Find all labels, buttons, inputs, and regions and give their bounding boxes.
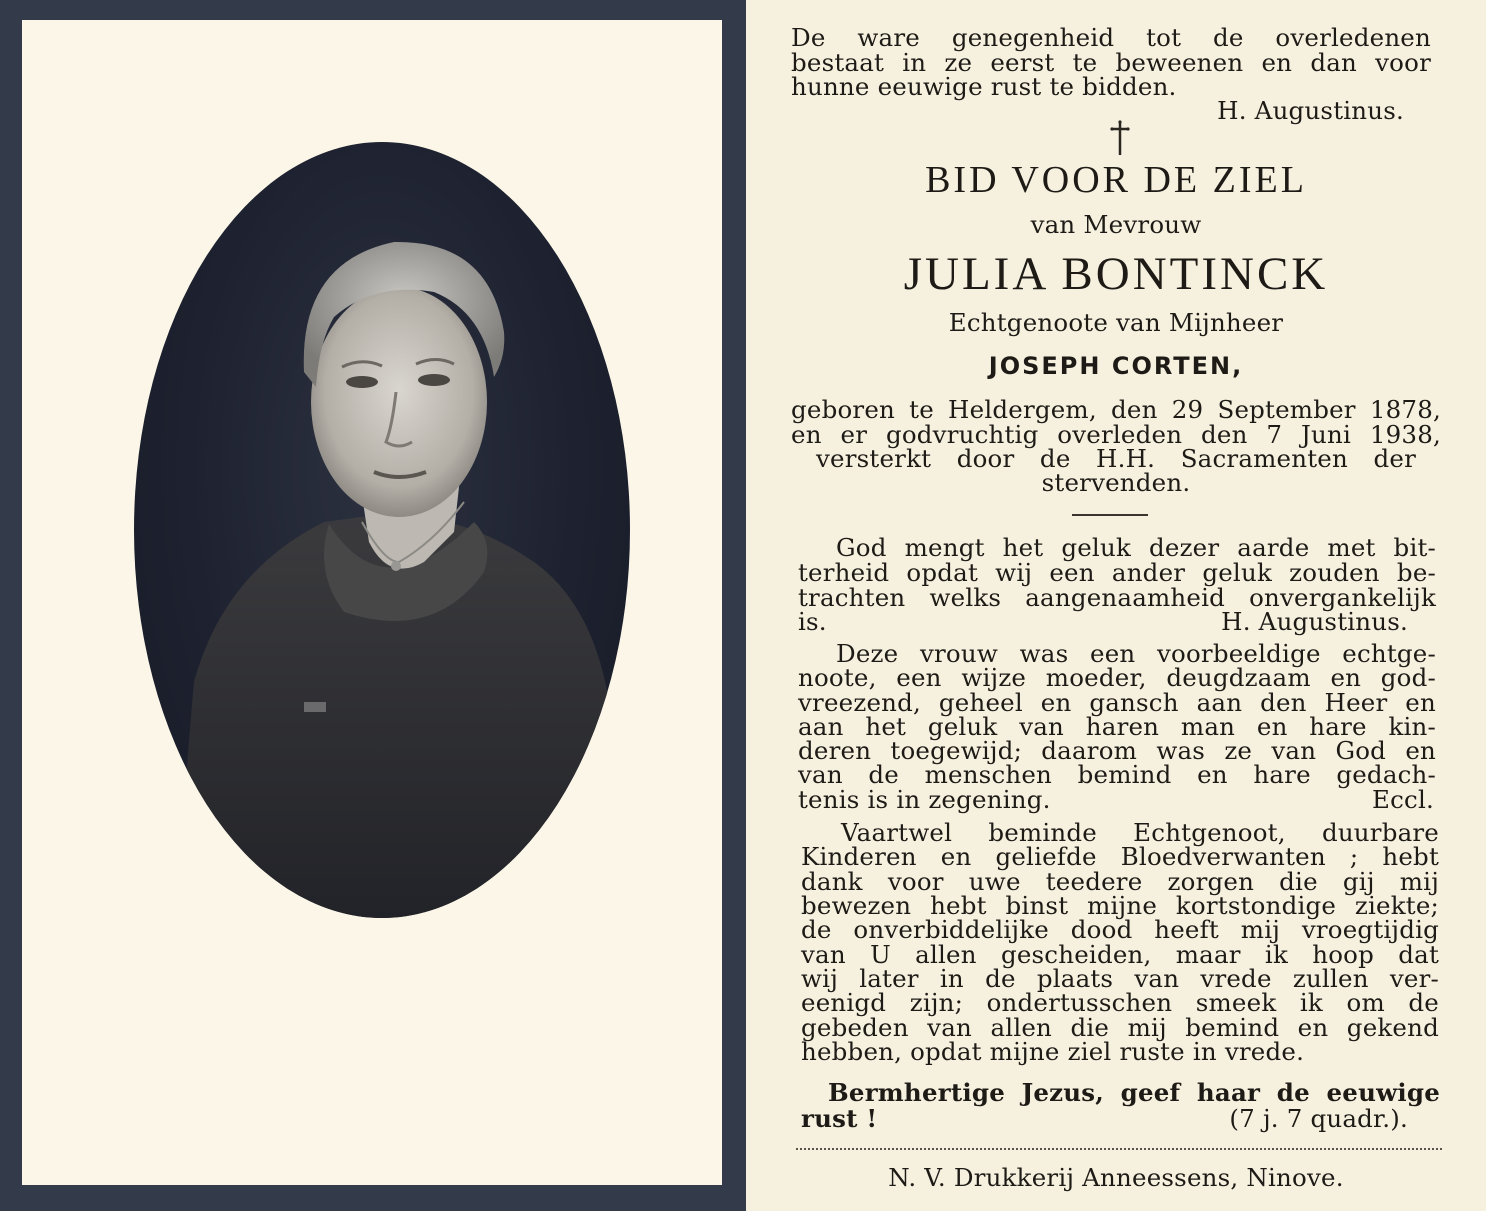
- portrait-illustration: [134, 142, 630, 918]
- photo-card-mount: [22, 20, 722, 1185]
- divider: [796, 1148, 1442, 1150]
- birth-death-line: geboren te Heldergem, den 29 September 1878,: [791, 395, 1441, 424]
- paragraph-line: Vaartwel beminde Echtgenoot, duurbare: [841, 818, 1439, 847]
- paragraph-line: Kinderen en geliefde Bloedverwanten ; hebt: [801, 842, 1439, 871]
- paragraph-line: terheid opdat wij een ander geluk zouden be-: [798, 558, 1436, 587]
- quote-line: hunne eeuwige rust te bidden.: [791, 72, 1177, 101]
- cross-icon: [1109, 120, 1131, 156]
- paragraph-line: wij later in de plaats van vrede zullen ver-: [801, 964, 1439, 993]
- paragraph-line: eenigd zijn; ondertusschen smeek ik om de: [801, 988, 1439, 1017]
- prayer-line: rust !: [801, 1104, 878, 1133]
- paragraph-line: de onverbiddelijke dood heeft mij vroegtijdig: [801, 915, 1439, 944]
- paragraph-attribution: Eccl.: [1372, 785, 1434, 814]
- portrait-photo: [134, 142, 630, 918]
- paragraph-line: tenis is in zegening.: [798, 785, 1051, 814]
- paragraph-line: noote, een wijze moeder, deugdzaam en god-: [798, 663, 1436, 692]
- paragraph-attribution: H. Augustinus.: [1221, 607, 1408, 636]
- quote-line: bestaat in ze eerst te beweenen en dan voor: [791, 48, 1431, 77]
- birth-death-line: stervenden.: [1041, 468, 1191, 497]
- paragraph-line: aan het geluk van haren man en hare kin-: [798, 712, 1436, 741]
- birth-death-line: versterkt door de H.H. Sacramenten der: [816, 444, 1416, 473]
- paragraph-line: God mengt het geluk dezer aarde met bit-: [836, 533, 1436, 562]
- spouse-intro: Echtgenoote van Mijnheer: [948, 308, 1284, 337]
- spouse-name: JOSEPH CORTEN,: [988, 352, 1244, 380]
- printer-imprint: N. V. Drukkerij Anneessens, Ninove.: [888, 1163, 1344, 1192]
- indulgence-note: (7 j. 7 quadr.).: [1229, 1104, 1408, 1133]
- paragraph-line: vreezend, geheel en gansch aan den Heer en: [798, 688, 1436, 717]
- van-mevrouw: van Mevrouw: [1030, 210, 1202, 239]
- paragraph-line: van U allen gescheiden, maar ik hoop dat: [801, 940, 1439, 969]
- memorial-text-card: [746, 0, 1486, 1211]
- divider: [1072, 514, 1148, 516]
- paragraph-line: Deze vrouw was een voorbeeldige echtge-: [836, 639, 1436, 668]
- paragraph-line: gebeden van allen die mij bemind en gekend: [801, 1013, 1439, 1042]
- prayer-heading: BID VOOR DE ZIEL: [925, 159, 1307, 201]
- birth-death-line: en er godvruchtig overleden den 7 Juni 1938,: [791, 420, 1441, 449]
- prayer-line: Bermhertige Jezus, geef haar de eeuwige: [828, 1078, 1440, 1107]
- paragraph-line: hebben, opdat mijne ziel ruste in vrede.: [801, 1037, 1305, 1066]
- paragraph-line: trachten welks aangenaamheid onvergankelijk: [798, 583, 1436, 612]
- paragraph-line: bewezen hebt binst mijne kortstondige ziekte;: [801, 891, 1439, 920]
- deceased-name: JULIA BONTINCK: [903, 248, 1329, 300]
- paragraph-line: van de menschen bemind en hare gedach-: [798, 760, 1436, 789]
- paragraph-line: deren toegewijd; daarom was ze van God en: [798, 736, 1436, 765]
- paragraph-line: dank voor uwe teedere zorgen die gij mij: [801, 867, 1439, 896]
- quote-attribution: H. Augustinus.: [1217, 96, 1404, 125]
- paragraph-line: is.: [798, 607, 827, 636]
- quote-line: De ware genegenheid tot de overledenen: [791, 23, 1431, 52]
